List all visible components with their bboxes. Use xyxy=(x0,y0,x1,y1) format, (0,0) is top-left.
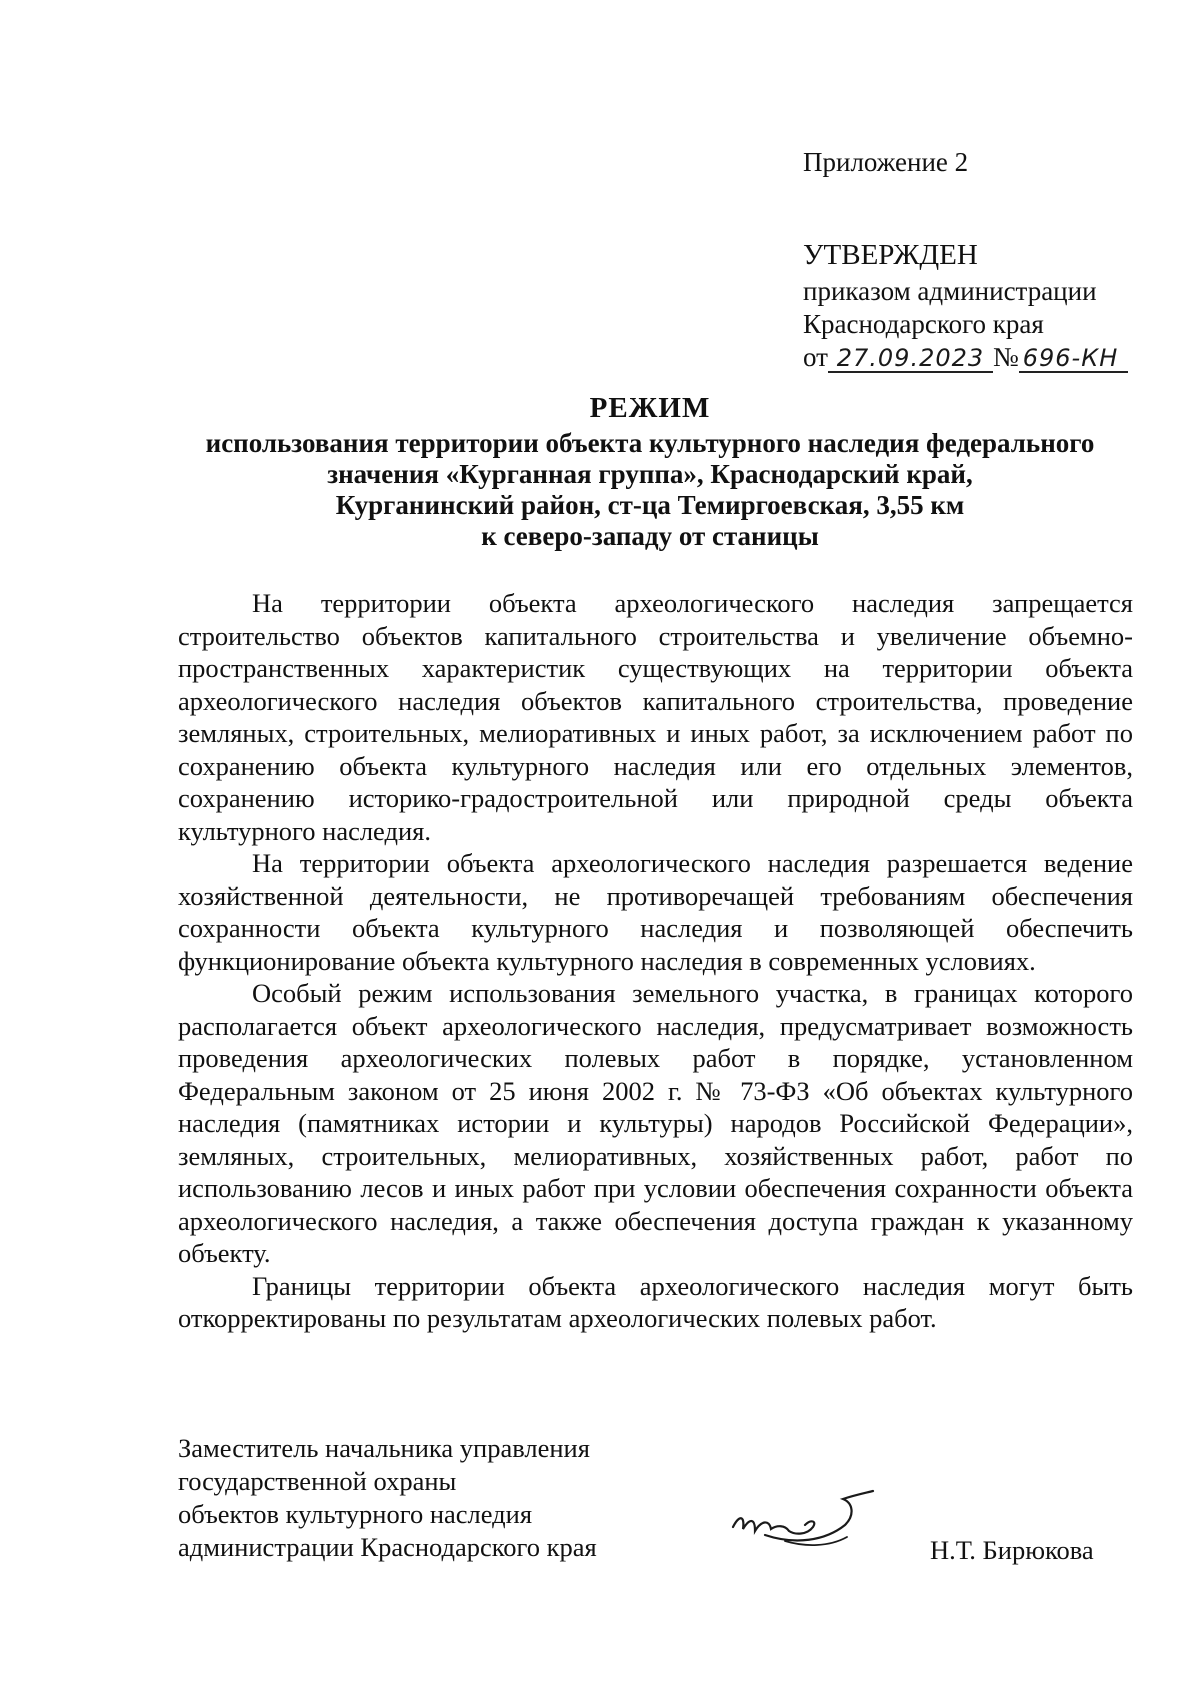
order-date-line xyxy=(803,341,1133,374)
subtitle-line-4: к северо-западу от станицы xyxy=(481,521,819,551)
subtitle-line-2: значения «Курганная группа», Краснодарский край, xyxy=(327,459,973,489)
order-number: 696-КН xyxy=(1019,345,1128,373)
date-prefix: от xyxy=(803,342,828,372)
document-title: РЕЖИМ xyxy=(589,392,711,424)
position-line-2: государственной охраны xyxy=(178,1466,457,1496)
document-title-block xyxy=(150,390,1150,552)
approval-line-1: приказом администрации xyxy=(803,276,1097,306)
order-date: 27.09.2023 xyxy=(828,345,993,373)
paragraph-permissions: На территории объекта археологического наследия разрешается ведение хозяйственной деятельности, не противоречащей требованиям обеспечения сохранности объекта культурного наследия и позволяющей обеспечить функционирование объекта культурного наследия в современных условиях. xyxy=(178,848,1133,976)
approval-stamp xyxy=(803,146,1133,374)
signatory-position xyxy=(178,1432,648,1564)
approved-label: УТВЕРЖДЕН xyxy=(803,239,978,271)
handwritten-signature xyxy=(725,1485,875,1555)
number-prefix: № xyxy=(992,342,1019,372)
subtitle-line-1: использования территории объекта культурного наследия федерального xyxy=(205,428,1095,458)
paragraph-prohibitions: На территории объекта археологического наследия запрещается строительство объектов капитального строительства и увеличение объемно-пространственных характеристик существующих на территории объекта археологического наследия объектов капитального строительства, проведение земляных, строительных, мелиоративных и иных работ, за исключением работ по сохранению объекта культурного наследия или его отдельных элементов, сохранению историко-градостроительной или природной среды объекта культурного наследия. xyxy=(178,588,1133,846)
document-body xyxy=(178,587,1133,1335)
subtitle-line-3: Курганинский район, ст-ца Темиргоевская, 3,55 км xyxy=(335,490,965,520)
position-line-4: администрации Краснодарского края xyxy=(178,1532,597,1562)
paragraph-boundaries: Границы территории объекта археологического наследия могут быть откорректированы по результатам археологических полевых работ. xyxy=(178,1270,1133,1333)
approval-line-2: Краснодарского края xyxy=(803,309,1044,339)
annex-label: Приложение 2 xyxy=(803,147,969,177)
position-line-3: объектов культурного наследия xyxy=(178,1499,533,1529)
signer-name: Н.Т. Бирюкова xyxy=(930,1535,1094,1565)
position-line-1: Заместитель начальника управления xyxy=(178,1433,590,1463)
paragraph-special-regime: Особый режим использования земельного участка, в границах которого располагается объект археологического наследия, предусматривает возможность проведения археологических полевых работ в порядке, установленном Федеральным законом от 25 июня 2002 г. № 73-ФЗ «Об объектах культурного наследия (памятниках истории и культуры) народов Российской Федерации», земляных, строительных, мелиоративных, хозяйственных работ, работ по использованию лесов и иных работ при условии обеспечения сохранности объекта археологического наследия, а также обеспечения доступа граждан к указанному объекту. xyxy=(178,978,1133,1268)
